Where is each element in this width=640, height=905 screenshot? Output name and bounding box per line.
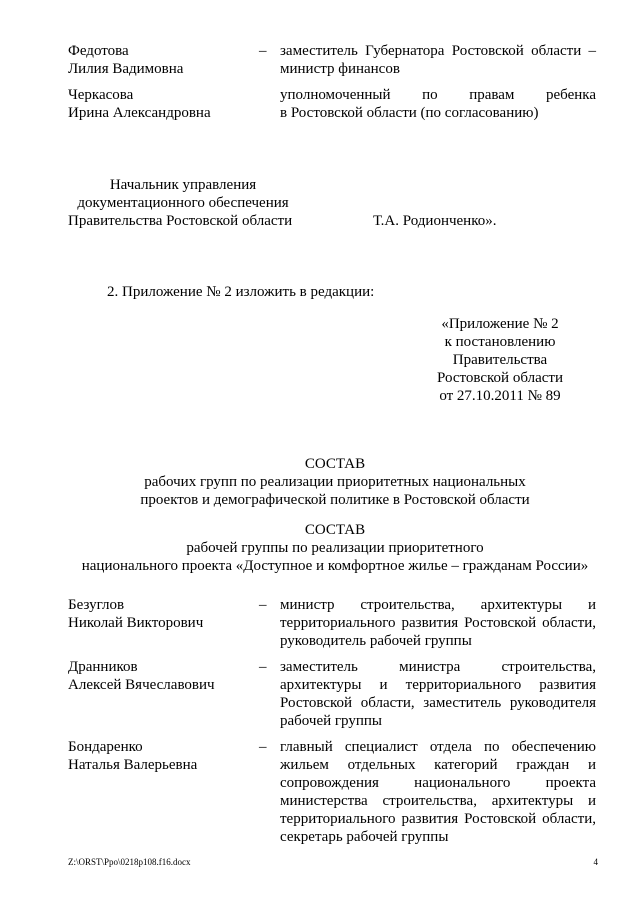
heading-line: проектов и демографической политике в Ростовской области	[140, 492, 530, 508]
appendix-line: «Приложение № 2	[441, 316, 559, 332]
role-line: министерства строительства, архитектуры и	[280, 793, 596, 809]
member-role	[280, 738, 596, 846]
footer-page-number: 4	[593, 857, 598, 867]
role-line: уполномоченный по правам ребенка	[280, 87, 596, 103]
heading-title: СОСТАВ	[304, 456, 366, 472]
role-line: министр финансов	[280, 61, 400, 77]
member-name	[68, 738, 258, 774]
member-surname: Безуглов	[68, 597, 125, 613]
role-line: главный специалист отдела по обеспечению	[280, 739, 596, 755]
clause-text: 2. Приложение № 2 изложить в редакции:	[107, 284, 375, 300]
role-line: в Ростовской области (по согласованию)	[280, 105, 539, 121]
heading-composition	[40, 521, 630, 575]
member-given-name: Алексей Вячеславович	[68, 677, 215, 693]
member-role	[280, 42, 596, 78]
signature-line: Правительства Ростовской области	[68, 213, 293, 229]
member-role	[280, 658, 596, 730]
signature-title	[68, 176, 298, 212]
member-name	[68, 596, 258, 632]
heading-composition	[40, 455, 630, 509]
role-line: территориального развития Ростовской области,	[280, 615, 596, 631]
appendix-line: Правительства	[452, 352, 548, 368]
dash: –	[259, 659, 267, 675]
role-line: территориального развития Ростовской области,	[280, 811, 596, 827]
member-role	[280, 86, 596, 122]
role-line: рабочей группы	[280, 713, 382, 729]
heading-line: рабочей группы по реализации приоритетного	[186, 540, 484, 556]
member-surname: Бондаренко	[68, 739, 143, 755]
member-given-name: Наталья Валерьевна	[68, 757, 198, 773]
role-line: министр строительства, архитектуры и	[280, 597, 596, 613]
member-role	[280, 596, 596, 650]
member-surname: Федотова	[68, 43, 129, 59]
member-given-name: Ирина Александровна	[68, 105, 211, 121]
member-name	[68, 658, 258, 694]
footer-file-path: Z:\ORST\Ppo\0218p108.f16.docx	[68, 857, 191, 867]
member-surname: Дранников	[68, 659, 138, 675]
appendix-reference	[420, 315, 580, 405]
signature-name: Т.А. Родионченко».	[373, 213, 497, 229]
dash: –	[259, 739, 267, 755]
role-line: архитектуры и территориального развития	[280, 677, 596, 693]
appendix-line: Ростовской области	[437, 370, 563, 386]
dash: –	[259, 597, 267, 613]
dash: –	[259, 43, 267, 59]
signature-line: Начальник управления	[109, 177, 257, 193]
appendix-line: от 27.10.2011 № 89	[439, 388, 561, 404]
role-line: сопровождения национального проекта	[280, 775, 596, 791]
role-line: секретарь рабочей группы	[280, 829, 449, 845]
heading-title: СОСТАВ	[304, 522, 366, 538]
member-name	[68, 42, 258, 78]
role-line: руководитель рабочей группы	[280, 633, 472, 649]
member-surname: Черкасова	[68, 87, 134, 103]
member-name	[68, 86, 258, 122]
appendix-line: к постановлению	[444, 334, 556, 350]
heading-line: рабочих групп по реализации приоритетных национальных	[144, 474, 526, 490]
role-line: заместитель министра строительства,	[280, 659, 596, 675]
role-line: жильем отдельных категорий граждан и	[280, 757, 596, 773]
member-given-name: Николай Викторович	[68, 615, 204, 631]
heading-line: национального проекта «Доступное и комфортное жилье – гражданам России»	[81, 558, 589, 574]
role-line: заместитель Губернатора Ростовской области –	[280, 43, 596, 59]
member-given-name: Лилия Вадимовна	[68, 61, 184, 77]
signature-line: документационного обеспечения	[77, 195, 289, 211]
role-line: Ростовской области, заместитель руководителя	[280, 695, 596, 711]
